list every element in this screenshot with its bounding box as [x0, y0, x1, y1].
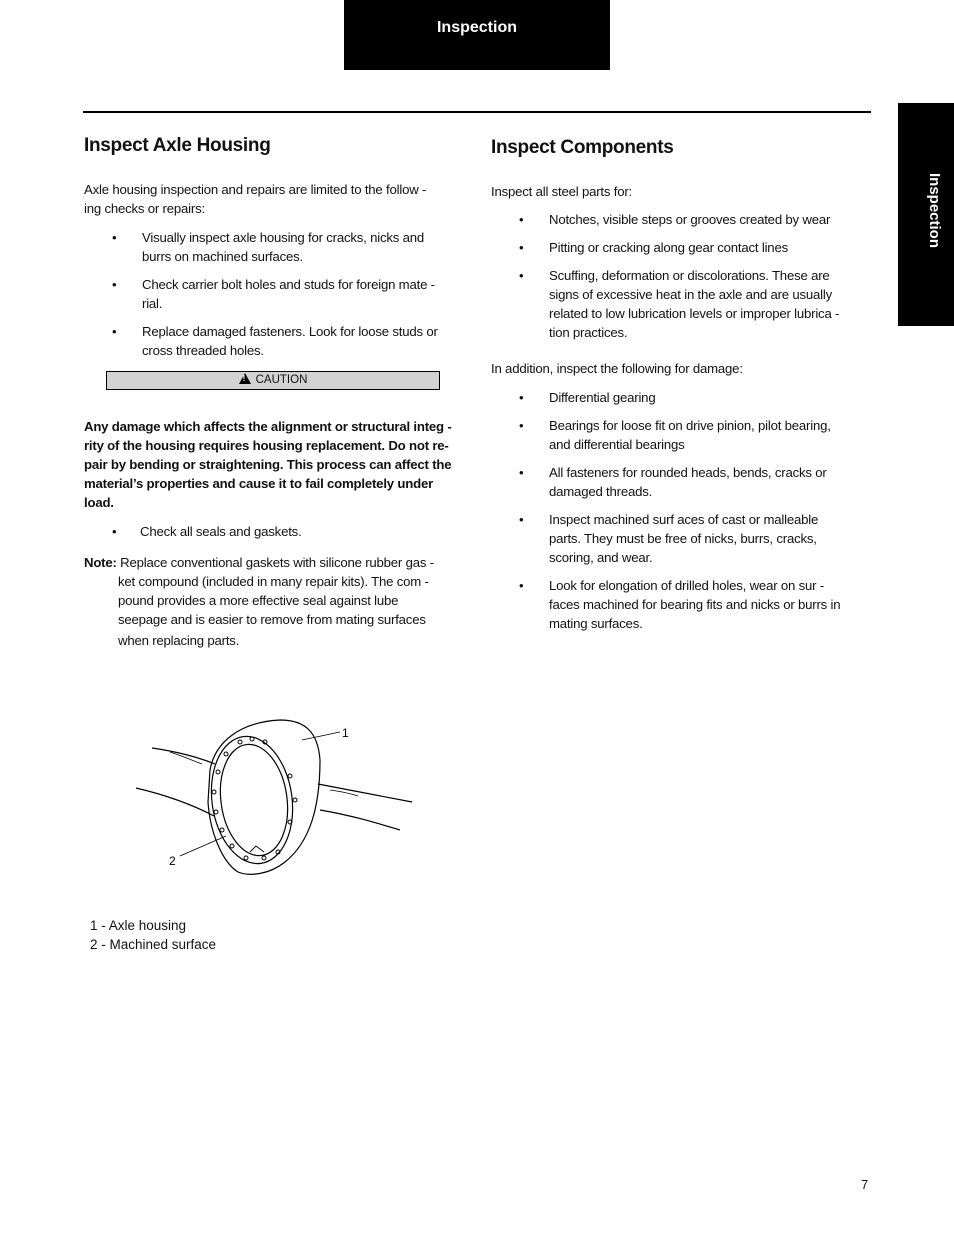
- damage-list: [519, 388, 859, 642]
- heading-inspect-axle-housing: Inspect Axle Housing: [84, 135, 271, 156]
- components-intro-2: In addition, inspect the following for damage:: [491, 361, 743, 376]
- list-item: • Inspect machined surf aces of cast or malleable parts. They must be free of nicks, burrs, cracks, scoring, and wear.: [519, 510, 859, 567]
- note-label: Note:: [84, 555, 117, 570]
- steel-parts-list: [519, 210, 859, 351]
- axle-intro-line: Axle housing inspection and repairs are limited to the follow -: [84, 182, 427, 197]
- side-tab: [898, 103, 954, 326]
- seals-list: [112, 522, 457, 550]
- axle-housing-illustration: [130, 712, 420, 887]
- callout-2: 2: [169, 854, 176, 868]
- callout-1: 1: [342, 726, 349, 740]
- axle-intro-line: ing checks or repairs:: [84, 201, 205, 216]
- caution-warning-text: Any damage which affects the alignment or structural integ - rity of the housing requires housing replacement. Do not re- pair by bending or straightening. This process can affect the material’s properties and cause it to fail completely under load.: [84, 419, 452, 510]
- heading-inspect-components: Inspect Components: [491, 137, 674, 158]
- list-item: • All fasteners for rounded heads, bends, cracks or damaged threads.: [519, 463, 859, 501]
- components-intro: Inspect all steel parts for:: [491, 184, 632, 199]
- list-item: • Differential gearing: [519, 388, 859, 407]
- header-rule: [83, 111, 871, 113]
- list-item: • Check carrier bolt holes and studs for foreign mate - rial.: [112, 275, 457, 313]
- list-item: • Check all seals and gaskets.: [112, 522, 457, 541]
- caution-label: CAUTION: [255, 374, 308, 386]
- side-tab-label: Inspection: [926, 173, 943, 249]
- list-item: • Notches, visible steps or grooves created by wear: [519, 210, 859, 229]
- axle-intro: [84, 180, 454, 218]
- note-block: Note: Replace conventional gaskets with silicone rubber gas - ket compound (included in many repair kits). The com - pound provides a more effective seal against lube seepage and is easier to remove from mating surfaces when replacing parts.: [84, 555, 434, 648]
- caution-banner: [106, 371, 440, 390]
- section-tab: Inspection: [344, 0, 610, 70]
- list-item: • Pitting or cracking along gear contact lines: [519, 238, 859, 257]
- list-item: • Visually inspect axle housing for cracks, nicks and burrs on machined surfaces.: [112, 228, 457, 266]
- axle-checks-list: [112, 228, 457, 369]
- list-item: • Bearings for loose fit on drive pinion, pilot bearing, and differential bearings: [519, 416, 859, 454]
- figure-legend: [90, 916, 216, 954]
- warning-triangle-icon: [239, 373, 251, 384]
- legend-item: 2 - Machined surface: [90, 937, 217, 952]
- list-item: • Look for elongation of drilled holes, wear on sur - faces machined for bearing fits and nicks or burrs in mating surfaces.: [519, 576, 859, 633]
- page-number: 7: [861, 1177, 869, 1192]
- legend-item: 1 - Axle housing: [90, 918, 187, 933]
- list-item: • Scuffing, deformation or discolorations. These are signs of excessive heat in the axle and are usually related to low lubrication levels or improper lubrica - tion practices.: [519, 266, 859, 342]
- list-item: • Replace damaged fasteners. Look for loose studs or cross threaded holes.: [112, 322, 457, 360]
